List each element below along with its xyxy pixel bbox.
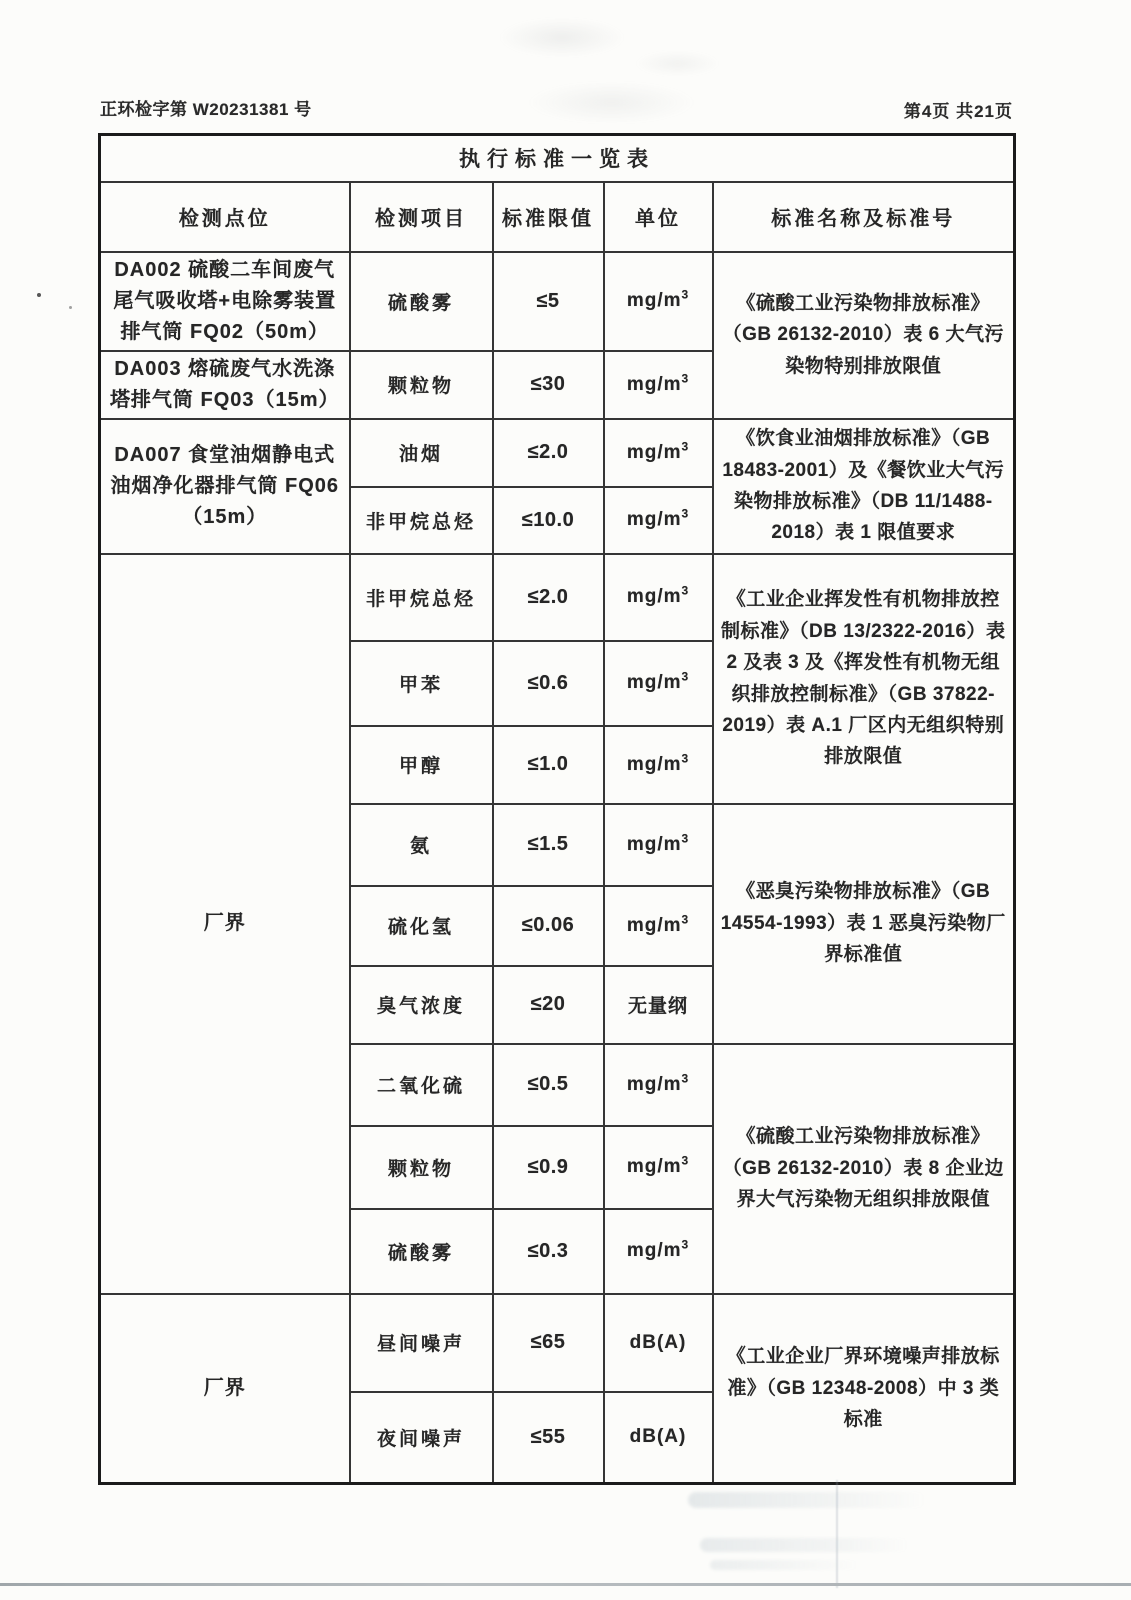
limit-cell: ≤30 [493,351,604,419]
col-header-item: 检测项目 [350,182,493,252]
item-cell: 硫化氢 [350,886,493,966]
item-cell: 夜间噪声 [350,1392,493,1484]
limit-cell: ≤10.0 [493,487,604,554]
unit-cell [604,726,713,804]
limit-cell: ≤20 [493,966,604,1044]
col-header-unit: 单位 [604,182,713,252]
page-indicator: 第4页 共21页 [903,102,1013,121]
unit-cell [604,252,713,351]
item-cell: 硫酸雾 [350,1209,493,1294]
unit-cell [604,1044,713,1126]
page-bottom-rule [0,1583,1131,1586]
item-cell: 臭气浓度 [350,966,493,1044]
limit-cell: ≤65 [493,1294,604,1392]
item-cell: 硫酸雾 [350,252,493,351]
scan-dot [37,293,41,297]
unit-text: 无量纲 [627,996,688,1017]
limit-cell: ≤55 [493,1392,604,1484]
limit-cell: ≤2.0 [493,554,604,641]
unit-superscript: 3 [681,1237,690,1252]
table-title: 执行标准一览表 [100,135,1015,182]
limit-cell: ≤1.0 [493,726,604,804]
unit-superscript: 3 [681,506,690,521]
unit-superscript: 3 [681,1071,690,1086]
unit-cell [604,1294,713,1392]
unit-cell [604,487,713,554]
document-number: 正环检字第 W20231381 号 [100,100,312,119]
unit-superscript: 3 [681,751,690,766]
unit-text: mg/m [626,290,682,311]
unit-text: mg/m [626,441,682,463]
scan-smudge [430,5,760,135]
unit-superscript: 3 [681,583,690,598]
col-header-point: 检测点位 [100,182,350,252]
table-row [100,252,1015,351]
limit-cell: ≤0.5 [493,1044,604,1126]
unit-text: mg/m [626,753,682,775]
table-row [100,1294,1015,1392]
col-header-limit: 标准限值 [493,182,604,252]
limit-cell: ≤0.3 [493,1209,604,1294]
unit-superscript: 3 [681,912,690,927]
standard-sulfuric-acid-table6: 《硫酸工业污染物排放标准》（GB 26132-2010）表 6 大气污染物特别排放限值 [713,252,1015,419]
point-da002: DA002 硫酸二车间废气尾气吸收塔+电除雾装置排气筒 FQ02（50m） [100,252,350,351]
limit-cell: ≤1.5 [493,804,604,886]
table-row [100,554,1015,641]
item-cell: 非甲烷总烃 [350,554,493,641]
item-cell: 甲苯 [350,641,493,726]
unit-text: dB(A) [629,1426,687,1448]
unit-cell [604,419,713,487]
bleed-through-line [836,1480,838,1588]
item-cell: 氨 [350,804,493,886]
limit-cell: ≤5 [493,252,604,351]
point-da003: DA003 熔硫废气水洗涤塔排气筒 FQ03（15m） [100,351,350,419]
table-row [100,419,1015,487]
unit-superscript: 3 [681,371,690,386]
unit-cell [604,1392,713,1484]
bleed-through-artifact [700,1538,910,1552]
unit-text: mg/m [626,1156,682,1177]
unit-cell [604,641,713,726]
unit-text: mg/m [626,509,682,530]
item-cell: 非甲烷总烃 [350,487,493,554]
unit-superscript: 3 [681,1153,690,1168]
bleed-through-artifact [688,1492,928,1508]
unit-text: mg/m [626,833,682,855]
unit-text: mg/m [626,1073,682,1095]
unit-superscript: 3 [681,439,690,454]
unit-cell [604,1209,713,1294]
unit-cell [604,351,713,419]
item-cell: 颗粒物 [350,351,493,419]
point-factory-boundary-noise: 厂界 [100,1294,350,1484]
scan-dot [69,306,72,309]
unit-text: dB(A) [629,1331,687,1353]
unit-cell [604,1126,713,1209]
header-row [100,182,1015,252]
unit-superscript: 3 [681,287,690,302]
limit-cell: ≤2.0 [493,419,604,487]
item-cell: 甲醇 [350,726,493,804]
standard-sulfuric-acid-table8: 《硫酸工业污染物排放标准》（GB 26132-2010）表 8 企业边界大气污染物无组织排放限值 [713,1044,1015,1294]
unit-text: mg/m [626,586,682,607]
bleed-through-artifact [710,1560,860,1570]
unit-superscript: 3 [681,831,690,846]
unit-text: mg/m [626,672,682,693]
unit-cell [604,886,713,966]
standard-noise: 《工业企业厂界环境噪声排放标准》（GB 12348-2008）中 3 类标准 [713,1294,1015,1484]
item-cell: 昼间噪声 [350,1294,493,1392]
limit-cell: ≤0.6 [493,641,604,726]
standard-voc: 《工业企业挥发性有机物排放控制标准》（DB 13/2322-2016）表 2 及表 3 及《挥发性有机物无组织排放控制标准》（GB 37822-2019）表 A.1 厂区内无组织特别排放限值 [713,554,1015,804]
unit-text: mg/m [626,1240,682,1261]
limit-cell: ≤0.9 [493,1126,604,1209]
item-cell: 二氧化硫 [350,1044,493,1126]
unit-cell [604,804,713,886]
point-factory-boundary: 厂界 [100,554,350,1294]
standards-table [98,133,1016,1485]
standard-cooking-fume: 《饮食业油烟排放标准》（GB 18483-2001）及《餐饮业大气污染物排放标准》（DB 11/1488-2018）表 1 限值要求 [713,419,1015,554]
item-cell: 颗粒物 [350,1126,493,1209]
standard-odor: 《恶臭污染物排放标准》（GB 14554-1993）表 1 恶臭污染物厂界标准值 [713,804,1015,1044]
unit-superscript: 3 [681,669,690,684]
unit-text: mg/m [626,914,682,936]
item-cell: 油烟 [350,419,493,487]
point-da007: DA007 食堂油烟静电式油烟净化器排气筒 FQ06（15m） [100,419,350,554]
col-header-standard: 标准名称及标准号 [713,182,1015,252]
unit-cell [604,554,713,641]
unit-text: mg/m [626,373,682,395]
unit-cell [604,966,713,1044]
limit-cell: ≤0.06 [493,886,604,966]
